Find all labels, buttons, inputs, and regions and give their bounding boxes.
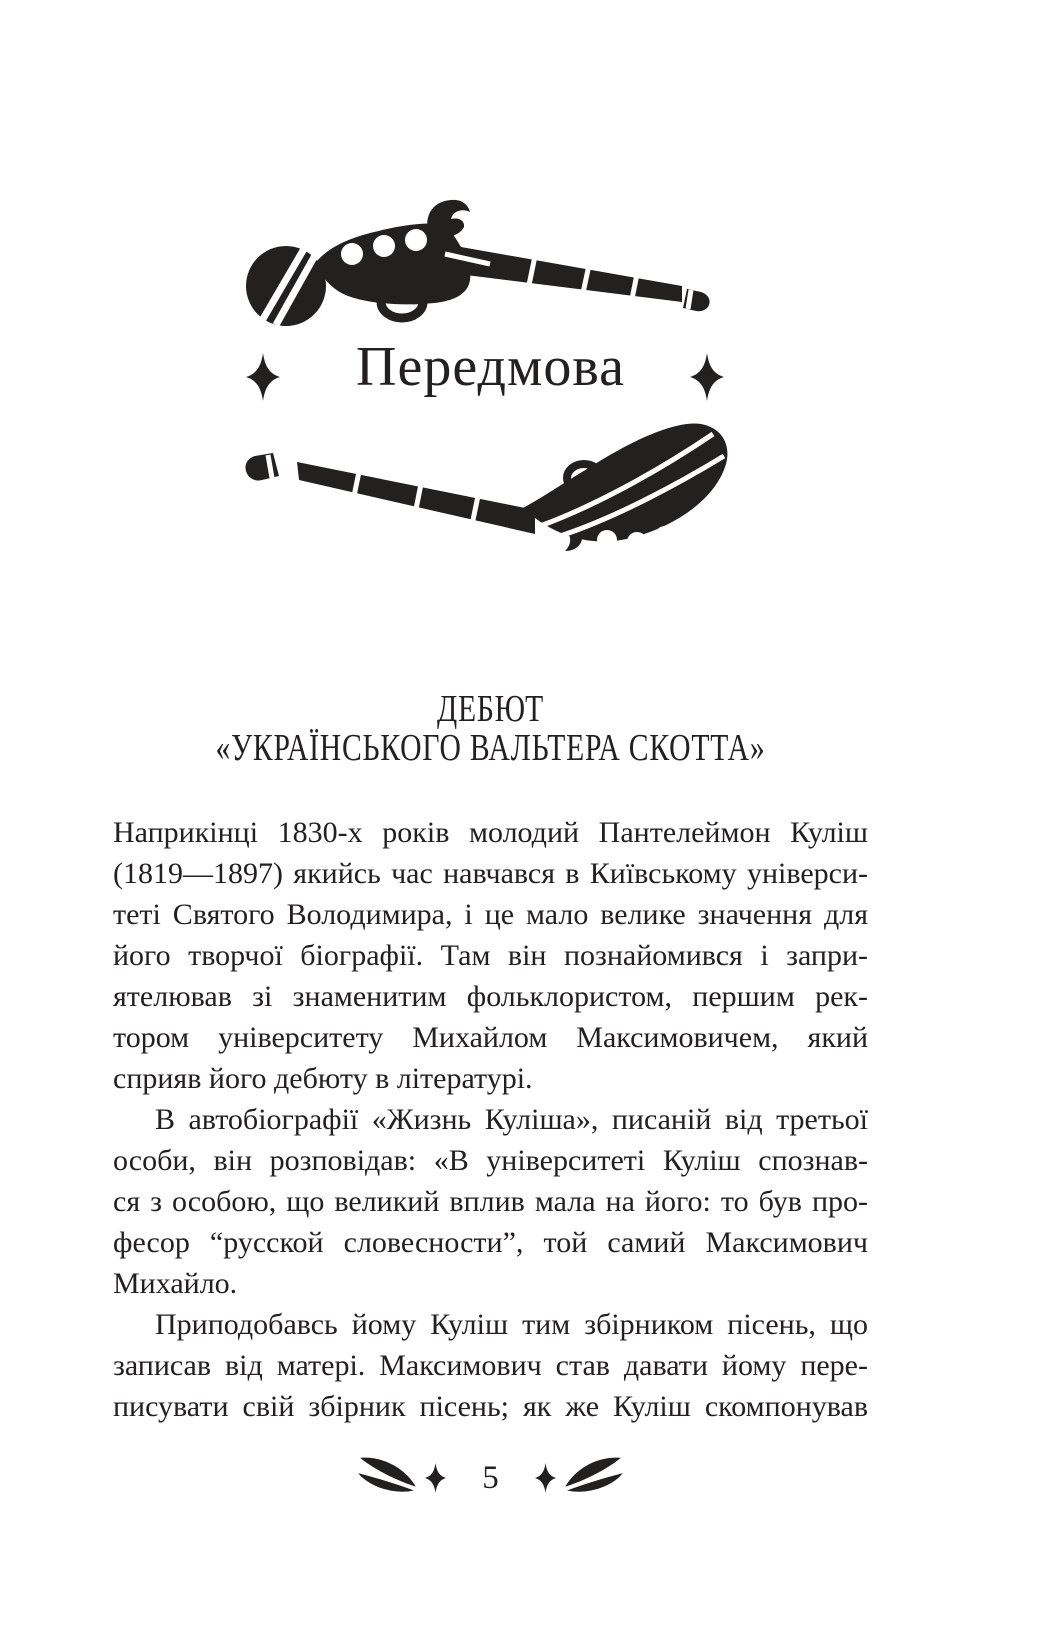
title-sparkle-right-icon (690, 352, 724, 402)
body-text (113, 812, 868, 1427)
body-line: фесор “русской словесности”, той самий Максимович (113, 1226, 868, 1259)
leaf-spray-right-icon (562, 1455, 624, 1501)
body-line: Наприкінці 1830-х років молодий Пантелеймон Куліш (113, 816, 868, 849)
section-heading (113, 690, 868, 768)
body-line: теті Святого Володимира, і це мало велике значення для (113, 898, 868, 931)
leaf-spray-left-icon (357, 1455, 419, 1501)
footer-sparkle-right-icon (535, 1463, 556, 1493)
heading-line-2: «УКРАЇНСЬКОГО ВАЛЬТЕРА СКОТТА» (215, 727, 766, 769)
body-line: сприяв його дебюту в літературі. (113, 1062, 533, 1095)
body-line: його творчої біографії. Там він познайомився і запри- (113, 939, 868, 972)
body-line: особи, він розповідав: «В університеті Куліш спознав- (113, 1144, 868, 1177)
flintlock-pistol-top-icon (232, 198, 710, 332)
flintlock-pistol-bottom-icon (235, 412, 732, 552)
body-line: (1819—1897) якийсь час навчався в Київському універси- (113, 857, 868, 890)
body-line: ся з особою, що великий вплив мала на його: то був про- (113, 1185, 868, 1218)
heading-line-1: ДЕБЮТ (436, 688, 545, 730)
footer-sparkle-left-icon (425, 1463, 446, 1493)
body-line: записав від матері. Максимович став давати йому пере- (113, 1349, 868, 1382)
page-number: 5 (482, 1459, 499, 1496)
body-line: тором університету Михайлом Максимовичем, який (113, 1021, 868, 1054)
chapter-title: Передмова (356, 336, 625, 398)
footer-ornament (113, 1446, 868, 1510)
body-line: В автобіографії «Жизнь Куліша», писаній від третьої (155, 1103, 868, 1136)
body-line: писувати свій збірник пісень; як же Куліш скомпонував (113, 1390, 868, 1423)
body-line: Михайло. (113, 1267, 238, 1300)
body-line: Приподобавсь йому Куліш тим збірником пісень, що (155, 1308, 868, 1341)
body-line: ятелював зі знаменитим фольклористом, першим рек- (113, 980, 868, 1013)
